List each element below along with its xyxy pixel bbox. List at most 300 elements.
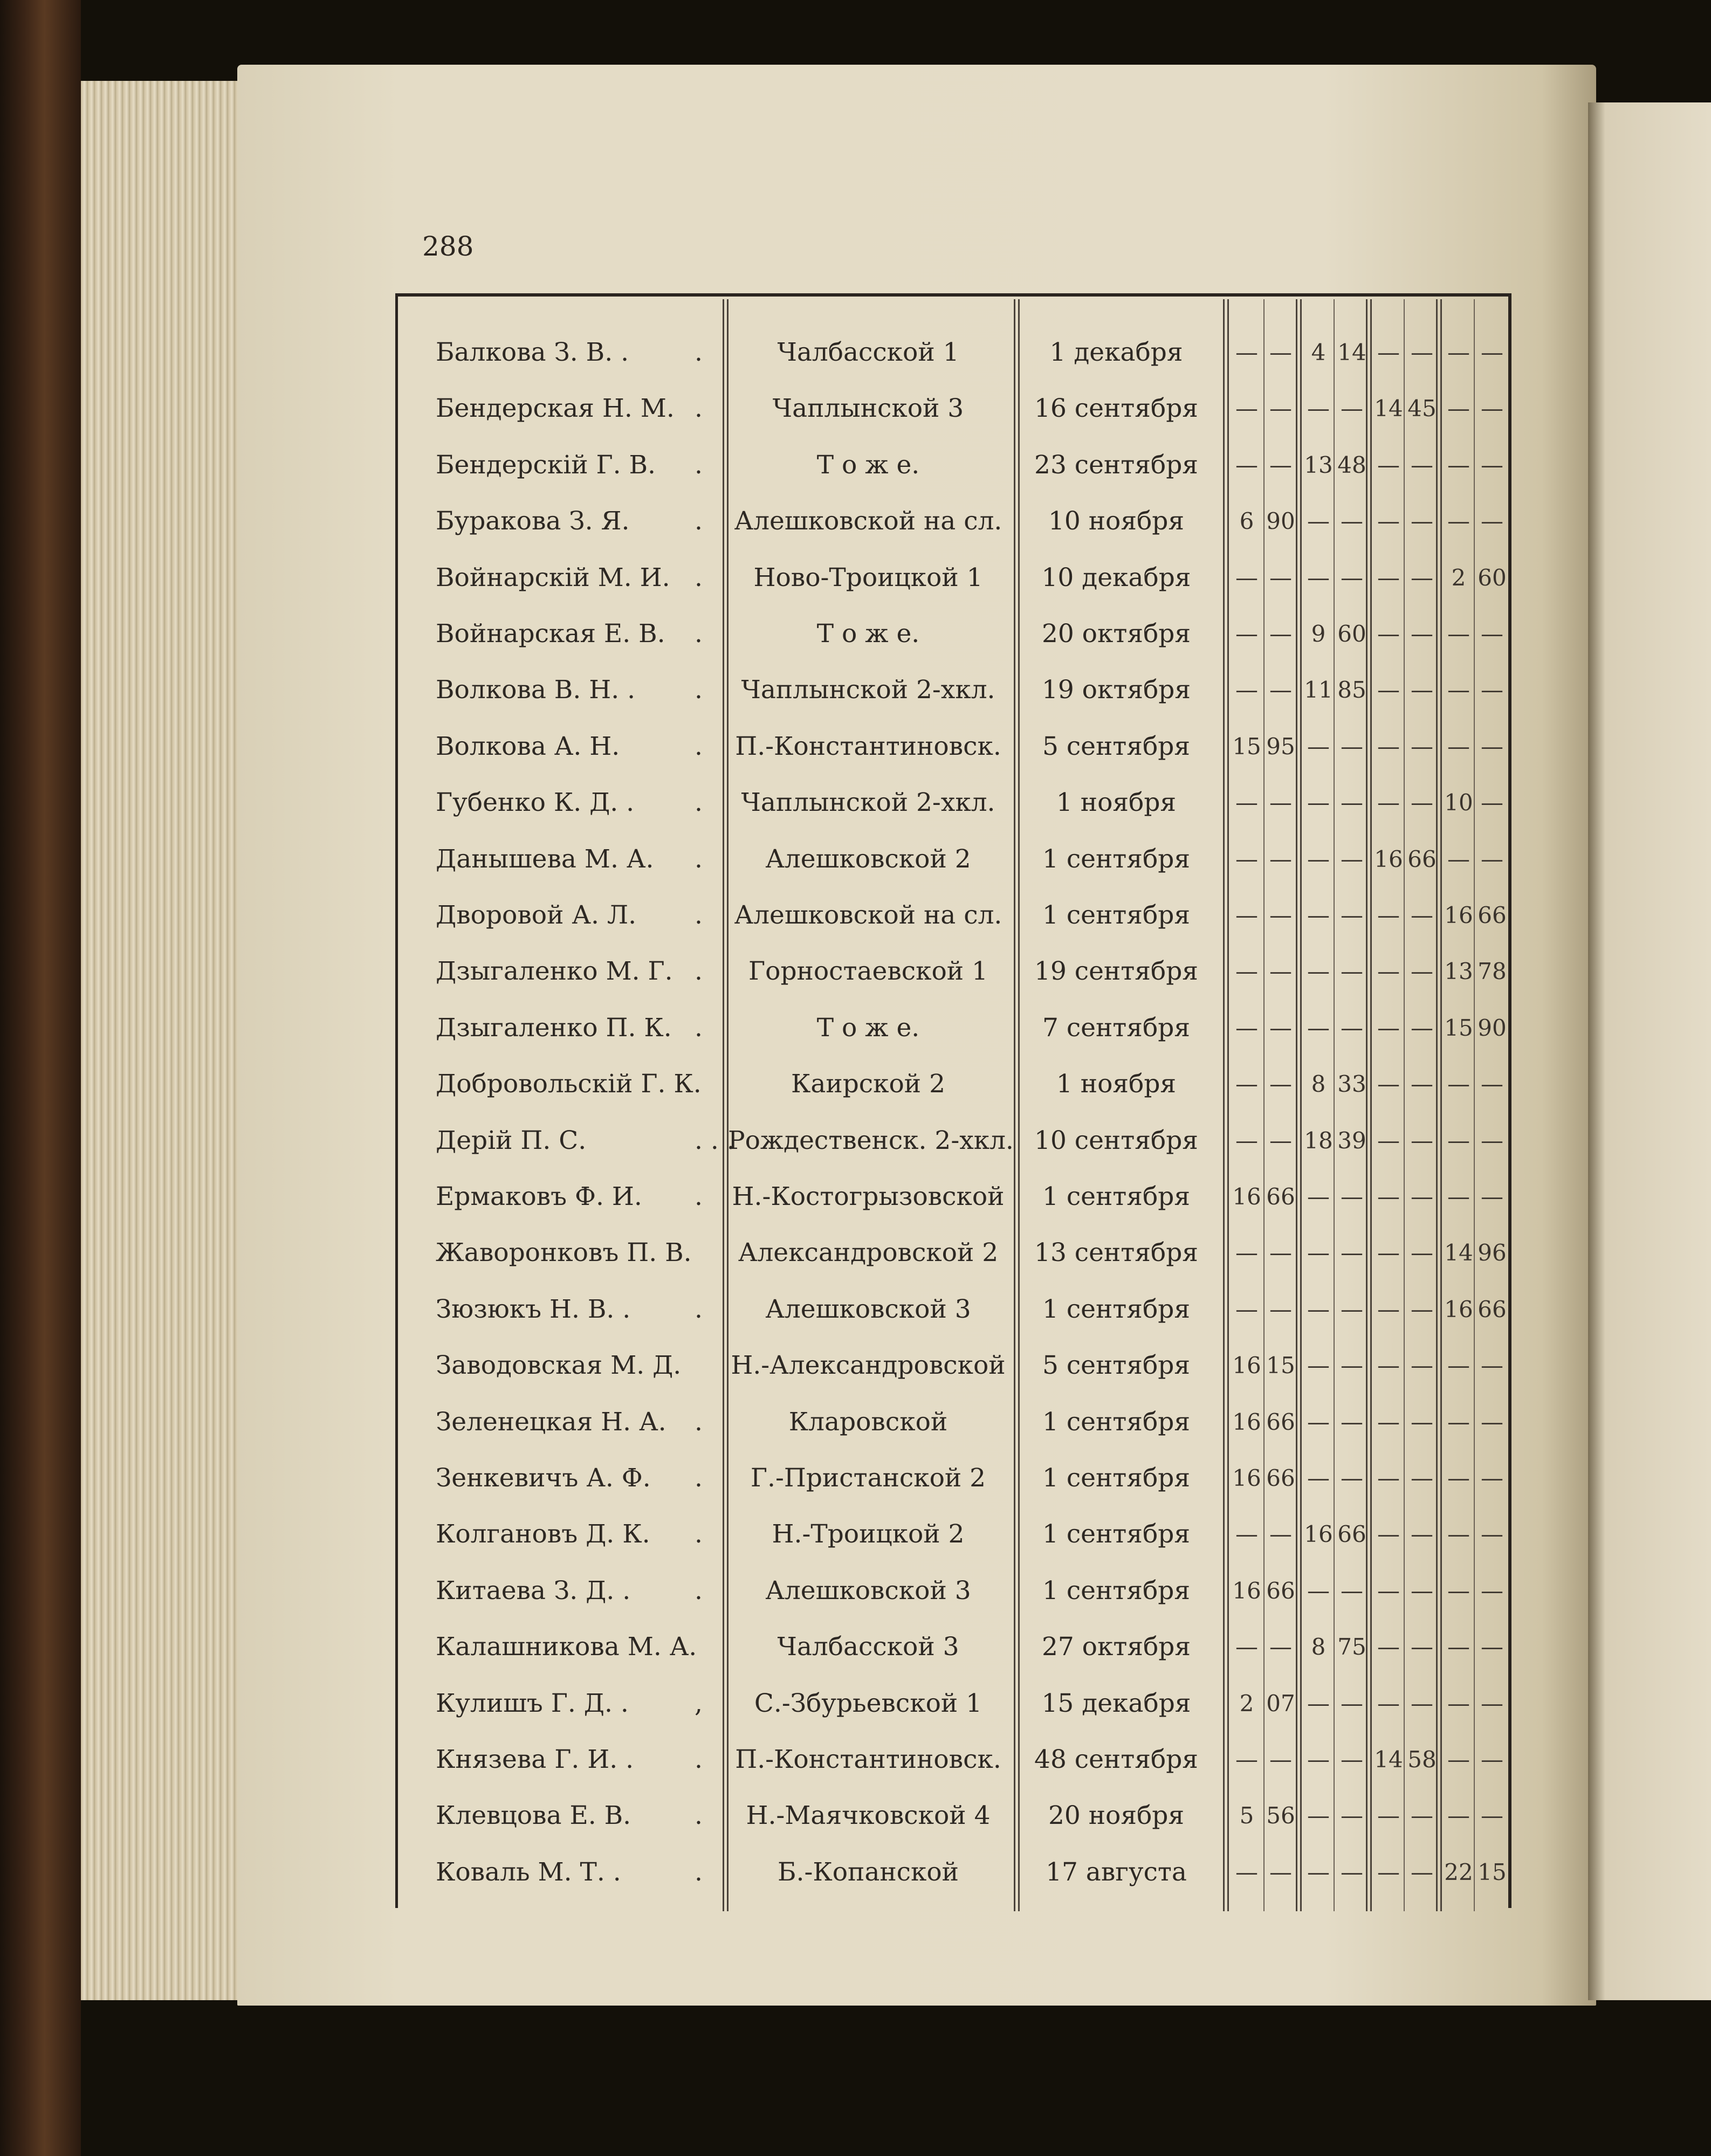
amount-cell: — (1447, 1690, 1470, 1717)
person-name: Дзыгаленко П. К. (436, 1012, 672, 1043)
amount-cell: — (1481, 621, 1503, 647)
amount-cell: — (1481, 1465, 1503, 1491)
amount-cell: — (1269, 1521, 1292, 1548)
amount-cell: — (1447, 508, 1470, 535)
person-name: Клевцова Е. В. (436, 1801, 631, 1831)
amount-cell: 90 (1478, 1014, 1507, 1041)
amount-cell: — (1481, 1071, 1503, 1098)
amount-cell: — (1341, 845, 1363, 872)
amount-cell: 85 (1337, 677, 1366, 704)
person-name: Бендерская Н. М. (436, 394, 675, 424)
amount-cell: — (1447, 621, 1470, 647)
start-date: 7 сентября (1042, 1012, 1190, 1043)
start-date: 1 сентября (1042, 900, 1190, 930)
amount-cell: 13 (1304, 451, 1333, 478)
school-name: Н.-Александровской (731, 1351, 1006, 1381)
amount-cell: — (1235, 1014, 1258, 1041)
amount-cell: — (1447, 1408, 1470, 1435)
amount-cell: 66 (1266, 1408, 1295, 1435)
amount-cell: 78 (1478, 958, 1507, 985)
start-date: 1 сентября (1042, 1463, 1190, 1493)
amount-cell: — (1377, 1521, 1400, 1548)
amount-cell: — (1307, 902, 1330, 928)
person-name: Зенкевичъ А. Ф. (436, 1463, 651, 1493)
amount-cell: — (1481, 1521, 1503, 1548)
leader-dots: . (695, 1407, 703, 1437)
amount-cell: — (1307, 1858, 1330, 1885)
amount-cell: 90 (1266, 508, 1295, 535)
amount-cell: 66 (1266, 1183, 1295, 1210)
amount-cell: — (1307, 958, 1330, 985)
person-name: Дерій П. С. (436, 1125, 587, 1155)
amount-cell: 58 (1407, 1746, 1437, 1773)
start-date: 1 ноября (1056, 788, 1177, 818)
amount-cell: — (1481, 1690, 1503, 1717)
school-name: Рождественск. 2-хкл. (728, 1125, 1014, 1155)
amount-cell: 56 (1266, 1802, 1295, 1829)
amount-cell: 2 (1451, 564, 1466, 591)
amount-cell: 33 (1337, 1071, 1366, 1098)
school-name: Александровской 2 (738, 1238, 999, 1268)
amount-cell: — (1341, 1014, 1363, 1041)
amount-cell: 14 (1444, 1239, 1473, 1266)
amount-cell: — (1447, 1127, 1470, 1154)
school-name: Клаpовской (788, 1407, 948, 1437)
amount-cell: — (1377, 1802, 1400, 1829)
amount-cell: — (1377, 1577, 1400, 1604)
amount-cell: — (1411, 1071, 1433, 1098)
table-top-rule (395, 293, 1511, 297)
person-name: Данышева М. А. (436, 844, 654, 874)
amount-cell: — (1377, 621, 1400, 647)
person-name: Губенко К. Д. . (436, 788, 635, 818)
amount-cell: — (1411, 1352, 1433, 1379)
school-name: Т о ж е. (816, 1012, 920, 1043)
leader-dots: . (695, 956, 703, 987)
amount-cell: 15 (1444, 1014, 1473, 1041)
person-name: Волкова В. Н. . (436, 675, 636, 705)
amount-cell: — (1411, 1690, 1433, 1717)
amount-cell: — (1377, 1127, 1400, 1154)
amount-cell: — (1307, 1802, 1330, 1829)
amount-cell: — (1481, 508, 1503, 535)
amount-cell: — (1481, 1634, 1503, 1661)
amount-cell: — (1341, 958, 1363, 985)
leader-dots: . (695, 675, 703, 705)
amount-cell: — (1307, 1746, 1330, 1773)
amount-cell: — (1235, 1239, 1258, 1266)
amount-cell: — (1377, 958, 1400, 985)
amount-cell: — (1447, 451, 1470, 478)
amount-cell: — (1307, 508, 1330, 535)
amount-cell: — (1481, 845, 1503, 872)
amount-cell: — (1447, 395, 1470, 422)
amount-cell: — (1447, 1521, 1470, 1548)
leader-dots: . (695, 1463, 703, 1493)
amount-cell: — (1411, 1802, 1433, 1829)
amount-cell: — (1481, 1183, 1503, 1210)
school-name: Алешковской на сл. (734, 506, 1002, 536)
leader-dots: . (695, 506, 703, 536)
school-name: Т о ж е. (816, 619, 920, 649)
amount-cell: — (1235, 1858, 1258, 1885)
amount-cell: — (1481, 451, 1503, 478)
start-date: 1 декабря (1049, 337, 1183, 367)
amount-cell: — (1269, 564, 1292, 591)
amount-cell: — (1235, 451, 1258, 478)
amount-cell: 18 (1304, 1127, 1333, 1154)
amount-cell: — (1269, 789, 1292, 816)
amount-cell: 10 (1444, 789, 1473, 816)
amount-cell: — (1377, 1465, 1400, 1491)
amount-cell: — (1307, 564, 1330, 591)
amount-cell: — (1377, 1858, 1400, 1885)
amount-cell: — (1235, 564, 1258, 591)
amount-cell: — (1341, 1858, 1363, 1885)
start-date: 1 сентября (1042, 1182, 1190, 1211)
amount-cell: 13 (1444, 958, 1473, 985)
amount-cell: — (1481, 1408, 1503, 1435)
amount-cell: — (1411, 1408, 1433, 1435)
amount-cell: — (1481, 1352, 1503, 1379)
amount-cell: — (1341, 1802, 1363, 1829)
amount-cell: — (1341, 1296, 1363, 1322)
amount-cell: — (1341, 1746, 1363, 1773)
amount-cell: 16 (1232, 1577, 1261, 1604)
amount-cell: — (1481, 733, 1503, 760)
school-name: П.-Константиновск. (735, 731, 1001, 761)
amount-cell: — (1481, 789, 1503, 816)
amount-cell: — (1411, 1465, 1433, 1491)
school-name: Т о ж е. (816, 450, 920, 480)
amount-cell: 14 (1374, 395, 1403, 422)
leader-dots: . (695, 1575, 703, 1606)
amount-cell: — (1377, 339, 1400, 366)
leader-dots: . (695, 1801, 703, 1831)
amount-cell: — (1307, 1014, 1330, 1041)
person-name: Войнарская Е. В. (436, 619, 665, 649)
amount-cell: 16 (1232, 1465, 1261, 1491)
table-left-rule (395, 293, 398, 1908)
amount-cell: — (1411, 902, 1433, 928)
amount-cell: — (1411, 733, 1433, 760)
start-date: 19 сентября (1034, 956, 1198, 987)
amount-cell: — (1411, 1014, 1433, 1041)
amount-cell: — (1377, 1296, 1400, 1322)
amount-cell: — (1411, 1521, 1433, 1548)
leader-dots: . (695, 788, 703, 818)
person-name: Дворовой А. Л. (436, 900, 637, 930)
amount-cell: 66 (1337, 1521, 1366, 1548)
school-name: Н.-Маячковской 4 (746, 1801, 991, 1831)
amount-cell: 6 (1239, 508, 1254, 535)
amount-cell: 95 (1266, 733, 1295, 760)
person-name: Добровольскій Г. К. (436, 1069, 702, 1099)
amount-cell: — (1341, 564, 1363, 591)
amount-cell: — (1447, 1746, 1470, 1773)
person-name: Колгановъ Д. К. (436, 1519, 650, 1549)
person-name: Бендерскій Г. В. (436, 450, 656, 480)
amount-cell: — (1481, 1802, 1503, 1829)
amount-cell: — (1341, 395, 1363, 422)
amount-cell: — (1341, 1465, 1363, 1491)
amount-cell: — (1377, 1014, 1400, 1041)
start-date: 5 сентября (1042, 1351, 1190, 1381)
table-right-rule (1508, 293, 1511, 1908)
amount-cell: 66 (1478, 1296, 1507, 1322)
amount-cell: 15 (1232, 733, 1261, 760)
amount-cell: 14 (1374, 1746, 1403, 1773)
start-date: 16 сентября (1034, 394, 1198, 424)
school-name: Ново-Троицкой 1 (753, 562, 983, 593)
person-name: Калашникова М. А. (436, 1632, 697, 1662)
amount-cell: — (1377, 733, 1400, 760)
amount-cell: — (1411, 958, 1433, 985)
amount-cell: — (1307, 1296, 1330, 1322)
amount-cell: — (1411, 1858, 1433, 1885)
amount-cell: — (1447, 1183, 1470, 1210)
amount-cell: — (1235, 845, 1258, 872)
leader-dots: . (695, 1857, 703, 1887)
amount-cell: — (1341, 789, 1363, 816)
school-name: Алешковской 3 (765, 1575, 971, 1606)
amount-cell: — (1411, 339, 1433, 366)
amount-cell: — (1447, 1352, 1470, 1379)
column-rule (1370, 299, 1372, 1911)
person-name: Князева Г. И. . (436, 1745, 634, 1774)
amount-cell: — (1447, 1634, 1470, 1661)
amount-cell: — (1307, 733, 1330, 760)
start-date: 10 сентября (1034, 1125, 1198, 1155)
amount-cell: 66 (1478, 902, 1507, 928)
school-name: Чаплынской 2-хкл. (741, 675, 995, 705)
start-date: 5 сентября (1042, 731, 1190, 761)
amount-cell: — (1341, 1183, 1363, 1210)
school-name: Алешковской 3 (765, 1294, 971, 1324)
school-name: Алешковской на сл. (734, 900, 1002, 930)
amount-cell: — (1341, 1690, 1363, 1717)
start-date: 27 октября (1041, 1632, 1191, 1662)
amount-cell: 16 (1374, 845, 1403, 872)
next-page-edge (1588, 102, 1711, 2000)
amount-cell: — (1377, 1071, 1400, 1098)
leader-dots: . (695, 1519, 703, 1549)
amount-cell: 66 (1407, 845, 1437, 872)
person-name: Войнарскій М. И. (436, 562, 670, 593)
amount-cell: — (1269, 1296, 1292, 1322)
amount-cell: — (1481, 1577, 1503, 1604)
school-name: Б.-Копанской (777, 1857, 959, 1887)
amount-cell: — (1377, 1690, 1400, 1717)
amount-cell: — (1481, 339, 1503, 366)
amount-cell: — (1269, 1014, 1292, 1041)
amount-cell: — (1269, 395, 1292, 422)
amount-cell: — (1235, 1296, 1258, 1322)
amount-cell: — (1447, 1577, 1470, 1604)
person-name: Заводовская М. Д. (436, 1351, 682, 1381)
amount-cell: — (1235, 1521, 1258, 1548)
person-name: Ермаковъ Ф. И. (436, 1182, 642, 1211)
amount-cell: — (1307, 1352, 1330, 1379)
amount-cell: 60 (1478, 564, 1507, 591)
amount-cell: — (1269, 1127, 1292, 1154)
column-rule (1223, 299, 1225, 1911)
person-name: Зеленецкая Н. А. (436, 1407, 666, 1437)
amount-cell: 16 (1232, 1183, 1261, 1210)
start-date: 1 сентября (1042, 1519, 1190, 1549)
amount-cell: — (1235, 902, 1258, 928)
amount-cell: — (1377, 564, 1400, 591)
column-rule (1227, 299, 1229, 1911)
amount-cell: — (1447, 1802, 1470, 1829)
amount-cell: — (1411, 1239, 1433, 1266)
amount-cell: 45 (1407, 395, 1437, 422)
amount-cell: 2 (1239, 1690, 1254, 1717)
leader-dots: . (695, 731, 703, 761)
amount-cell: — (1341, 733, 1363, 760)
start-date: 23 сентября (1034, 450, 1198, 480)
amount-cell: — (1307, 1183, 1330, 1210)
amount-cell: — (1307, 845, 1330, 872)
page-stack-edge (81, 81, 237, 2000)
amount-cell: — (1377, 1183, 1400, 1210)
amount-cell: — (1269, 845, 1292, 872)
amount-cell: 16 (1304, 1521, 1333, 1548)
amount-cell: — (1481, 1127, 1503, 1154)
amount-cell: — (1377, 1408, 1400, 1435)
leader-dots: . (695, 1182, 703, 1211)
amount-cell: — (1377, 677, 1400, 704)
start-date: 1 сентября (1042, 844, 1190, 874)
leader-dots: . (695, 900, 703, 930)
amount-cell: — (1447, 845, 1470, 872)
amount-cell: — (1341, 1408, 1363, 1435)
amount-cell: — (1269, 1239, 1292, 1266)
amount-cell: 16 (1232, 1408, 1261, 1435)
amount-cell: — (1411, 1577, 1433, 1604)
amount-cell: — (1235, 1127, 1258, 1154)
person-name: Зюзюкъ Н. В. . (436, 1294, 631, 1324)
amount-cell: — (1269, 1746, 1292, 1773)
start-date: 10 декабря (1041, 562, 1191, 593)
leader-dots: . (695, 337, 703, 367)
amount-cell: 96 (1478, 1239, 1507, 1266)
school-name: Чаплынской 3 (772, 394, 964, 424)
school-name: Каирской 2 (791, 1069, 945, 1099)
amount-cell: — (1307, 1690, 1330, 1717)
amount-cell: 60 (1337, 621, 1366, 647)
school-name: Алешковской 2 (765, 844, 971, 874)
amount-cell: — (1377, 789, 1400, 816)
person-name: Дзыгаленко М. Г. (436, 956, 673, 987)
amount-cell: — (1235, 1634, 1258, 1661)
person-name: Жаворонковъ П. В. (436, 1238, 692, 1268)
start-date: 10 ноября (1048, 506, 1185, 536)
amount-cell: 39 (1337, 1127, 1366, 1154)
person-name: Китаева З. Д. . (436, 1575, 631, 1606)
amount-cell: 75 (1337, 1634, 1366, 1661)
leader-dots: . (695, 394, 703, 424)
amount-cell: — (1481, 1746, 1503, 1773)
start-date: 20 ноября (1048, 1801, 1185, 1831)
amount-cell: — (1269, 621, 1292, 647)
amount-cell: — (1377, 1634, 1400, 1661)
amount-cell: — (1411, 789, 1433, 816)
amount-cell: 66 (1266, 1465, 1295, 1491)
amount-cell: — (1235, 1746, 1258, 1773)
column-rule (1300, 299, 1302, 1911)
amount-cell: — (1235, 621, 1258, 647)
amount-cell: — (1235, 958, 1258, 985)
amount-cell: — (1307, 789, 1330, 816)
amount-cell: 16 (1444, 1296, 1473, 1322)
amount-cell: — (1447, 733, 1470, 760)
amount-cell: — (1411, 1634, 1433, 1661)
amount-cell: — (1411, 564, 1433, 591)
amount-cell: — (1269, 958, 1292, 985)
person-name: Буракова З. Я. (436, 506, 630, 536)
person-name: Волкова А. Н. (436, 731, 620, 761)
amount-cell: 14 (1337, 339, 1366, 366)
start-date: 1 ноября (1056, 1069, 1177, 1099)
amount-cell: — (1377, 1239, 1400, 1266)
amount-cell: — (1341, 508, 1363, 535)
amount-cell: — (1411, 621, 1433, 647)
page-number: 288 (422, 231, 474, 262)
amount-cell: — (1411, 508, 1433, 535)
school-name: П.-Константиновск. (735, 1745, 1001, 1774)
start-date: 1 сентября (1042, 1407, 1190, 1437)
leader-dots: . (695, 1294, 703, 1324)
amount-cell: — (1269, 677, 1292, 704)
amount-cell: — (1235, 789, 1258, 816)
column-rule (723, 299, 724, 1911)
leader-dots: . (695, 1745, 703, 1774)
person-name: Кулишъ Г. Д. . (436, 1688, 629, 1718)
amount-cell: — (1411, 1127, 1433, 1154)
amount-cell: — (1377, 451, 1400, 478)
start-date: 13 сентября (1034, 1238, 1198, 1268)
amount-cell: — (1377, 1352, 1400, 1379)
amount-cell: 66 (1266, 1577, 1295, 1604)
amount-cell: — (1447, 1071, 1470, 1098)
amount-cell: — (1341, 1577, 1363, 1604)
amount-cell: 16 (1232, 1352, 1261, 1379)
amount-cell: — (1235, 395, 1258, 422)
leader-dots: . . . (695, 1125, 735, 1155)
person-name: Коваль М. Т. . (436, 1857, 621, 1887)
amount-cell: — (1481, 395, 1503, 422)
amount-cell: 16 (1444, 902, 1473, 928)
leader-dots: . (695, 1012, 703, 1043)
start-date: 20 октября (1041, 619, 1191, 649)
start-date: 1 сентября (1042, 1575, 1190, 1606)
column-rule (1440, 299, 1442, 1911)
start-date: 17 августа (1046, 1857, 1187, 1887)
amount-cell: — (1377, 508, 1400, 535)
amount-cell: — (1307, 1408, 1330, 1435)
amount-cell: 15 (1266, 1352, 1295, 1379)
amount-cell: 11 (1304, 677, 1333, 704)
school-name: Чалбасской 1 (777, 337, 959, 367)
amount-cell: — (1235, 1071, 1258, 1098)
amount-cell: — (1235, 677, 1258, 704)
school-name: Г.-Пристанской 2 (750, 1463, 986, 1493)
amount-cell: 22 (1444, 1858, 1473, 1885)
school-name: Н.-Костогрызовской (732, 1182, 1005, 1211)
amount-cell: — (1411, 1183, 1433, 1210)
amount-cell: — (1447, 1465, 1470, 1491)
